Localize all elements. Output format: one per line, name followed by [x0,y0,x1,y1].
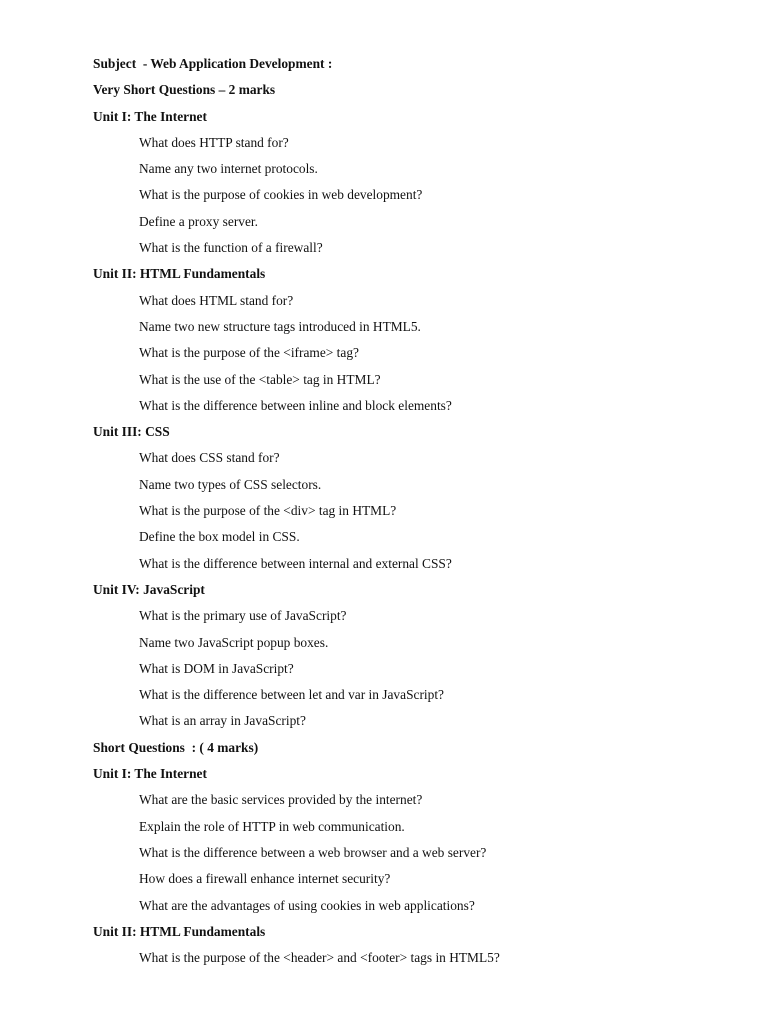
unit-title: Unit II: HTML Fundamentals [93,923,266,939]
subject-title: Subject - Web Application Development : [93,56,333,71]
question-item: What does HTTP stand for? [139,134,289,150]
document-page [0,51,768,971]
unit-title: Unit III: CSS [93,424,170,440]
question-item: What is the purpose of the <div> tag in HTML? [139,503,397,519]
unit-title: Unit I: The Internet [93,766,207,782]
question-item: What does HTML stand for? [139,292,294,308]
unit-block [0,104,768,262]
question-item: Name two types of CSS selectors. [139,476,322,492]
question-item: What is the difference between let and var in JavaScript? [139,687,445,703]
question-item: What is the function of a firewall? [139,240,323,256]
unit-block [0,261,768,419]
unit-title: Unit I: The Internet [93,108,207,124]
question-item: Explain the role of HTTP in web communication. [139,818,405,834]
question-item: What is the primary use of JavaScript? [139,608,347,624]
question-item: Name two JavaScript popup boxes. [139,634,329,650]
unit-block [0,419,768,577]
question-item: What are the basic services provided by the internet? [139,792,423,808]
question-item: What is the purpose of the <iframe> tag? [139,345,359,361]
question-item: Define a proxy server. [139,213,258,229]
unit-block [0,761,768,919]
question-item: What does CSS stand for? [139,450,280,466]
question-item: What is the difference between a web browser and a web server? [139,844,487,860]
unit-title: Unit IV: JavaScript [93,581,205,597]
question-item: How does a firewall enhance internet security? [139,871,391,887]
question-item: What is the purpose of the <header> and <footer> tags in HTML5? [139,950,500,966]
question-item: What are the advantages of using cookies in web applications? [139,897,475,913]
question-item: Name any two internet protocols. [139,161,318,177]
unit-block [0,919,768,972]
question-item: Define the box model in CSS. [139,529,300,545]
question-item: What is the use of the <table> tag in HTML? [139,371,381,387]
question-item: What is an array in JavaScript? [139,713,306,729]
question-item: What is the purpose of cookies in web development? [139,187,423,203]
section-title: Short Questions : ( 4 marks) [93,739,259,755]
question-item: What is the difference between inline and block elements? [139,397,452,413]
unit-title: Unit II: HTML Fundamentals [93,266,266,282]
question-item: What is DOM in JavaScript? [139,660,294,676]
question-item: What is the difference between internal and external CSS? [139,555,452,571]
section-very-short-questions [0,77,768,734]
unit-block [0,577,768,735]
section-title: Very Short Questions – 2 marks [93,82,276,98]
section-short-questions [0,735,768,972]
question-item: Name two new structure tags introduced in HTML5. [139,318,421,334]
